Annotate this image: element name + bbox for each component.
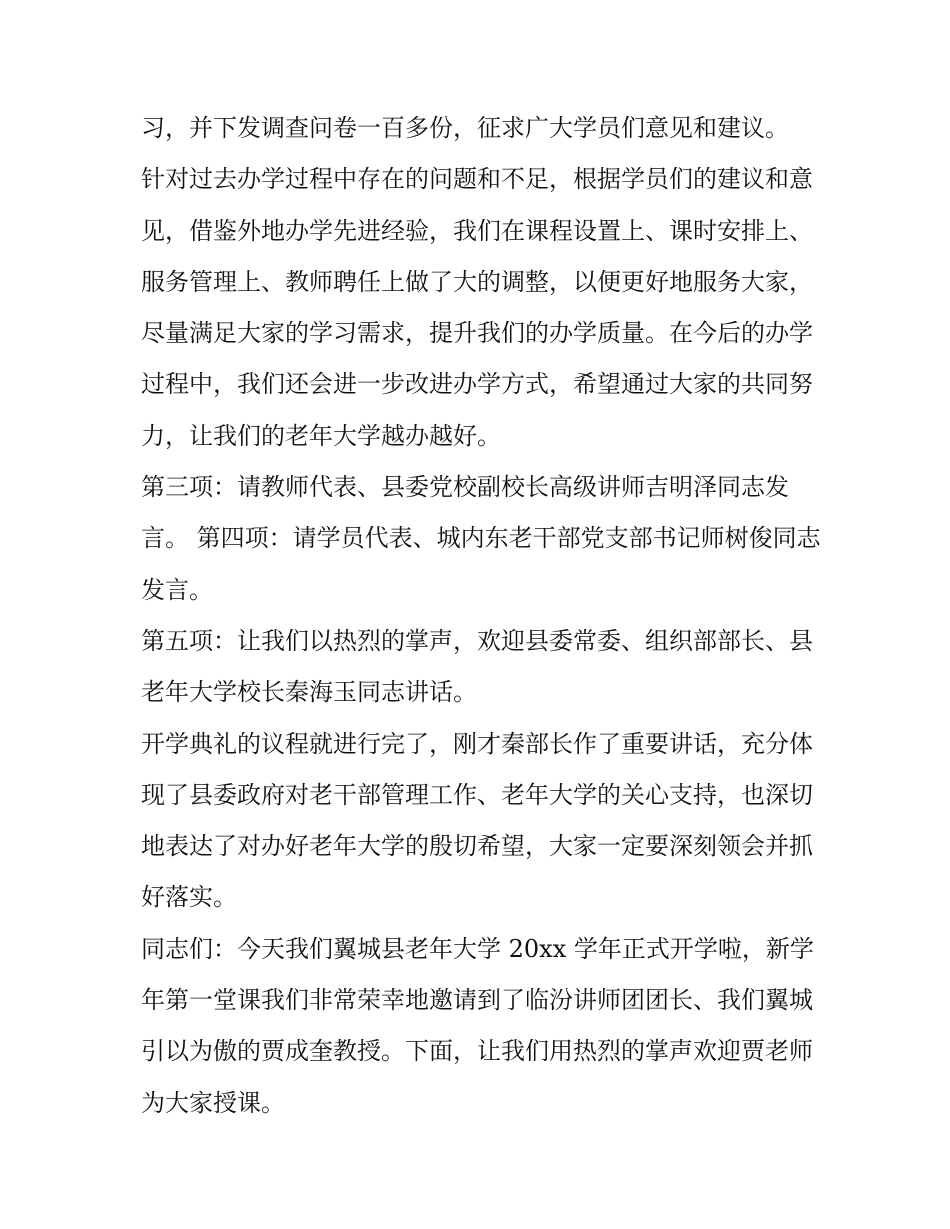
paragraph-ceremony-end: 开学典礼的议程就进行完了，刚才秦部长作了重要讲话，充分体现了县委政府对老干部管理工作、老年大学的关心支持，也深切地表达了对办好老年大学的殷切希望，大家一定要深刻领会并抓好落实。 xyxy=(141,729,813,912)
paragraph-items-three-four: 第三项：请教师代表、县委党校副校长高级讲师吉明泽同志发言。 第四项：请学员代表、城内东老干部党支部书记师树俊同志发言。 xyxy=(141,473,821,604)
paragraph-adjustments: 针对过去办学过程中存在的问题和不足，根据学员们的建议和意见，借鉴外地办学先进经验，我们在课程设置上、课时安排上、服务管理上、教师聘任上做了大的调整，以便更好地服务大家，尽量满足大家的学习需求，提升我们的办学质量。在今后的办学过程中，我们还会进一步改进办学方式，希望通过大家的共同努力，让我们的老年大学越办越好。 xyxy=(141,165,813,450)
paragraph-survey-continuation: 习，并下发调查问卷一百多份，征求广大学员们意见和建议。 xyxy=(141,114,789,142)
paragraph-item-five: 第五项：让我们以热烈的掌声，欢迎县委常委、组织部部长、县老年大学校长秦海玉同志讲话。 xyxy=(141,626,813,707)
paragraph-first-lesson: 同志们：今天我们翼城县老年大学 20xx 学年正式开学啦，新学年第一堂课我们非常荣幸地邀请到了临汾讲师团团长、我们翼城引以为傲的贾成奎教授。下面，让我们用热烈的掌声欢迎贾老师为大家授课。 xyxy=(141,934,814,1117)
document-body xyxy=(141,103,821,1129)
